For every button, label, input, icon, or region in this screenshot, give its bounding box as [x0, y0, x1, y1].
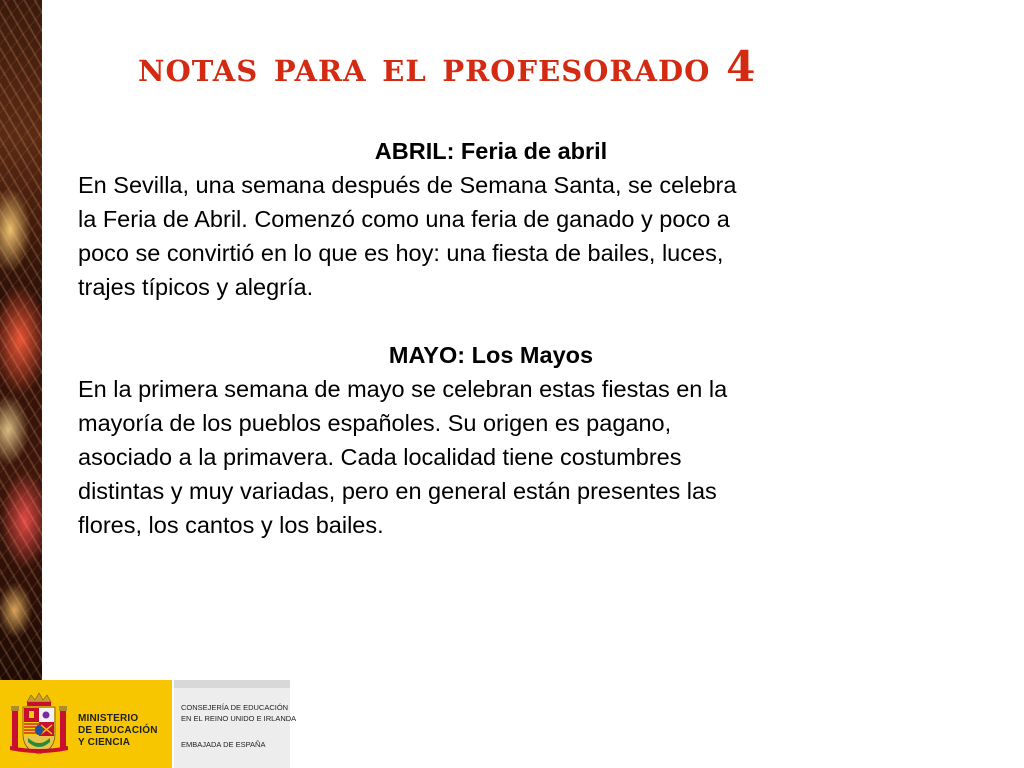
ministry-logo-panel	[0, 680, 172, 768]
consejeria-panel	[174, 680, 290, 768]
fireworks-side-image	[0, 0, 42, 680]
footer-logos	[0, 680, 1024, 768]
page-title: notas para el profesorado 4	[138, 42, 757, 91]
ministry-line: Y CIENCIA	[78, 737, 131, 748]
paragraph-line: flores, los cantos y los bailes.	[78, 512, 384, 538]
section-abril	[78, 134, 898, 304]
paragraph-line: distintas y muy variadas, pero en general están presentes las	[78, 478, 717, 504]
consejeria-name	[181, 702, 296, 724]
spanish-coat-of-arms-icon	[10, 692, 68, 758]
embajada-name: EMBAJADA DE ESPAÑA	[181, 740, 266, 749]
paragraph-line: la Feria de Abril. Comenzó como una feria de ganado y poco a	[78, 206, 730, 232]
slide-content	[78, 134, 898, 542]
ministry-line: MINISTERIO	[78, 713, 139, 724]
section-mayo	[78, 338, 898, 542]
paragraph-line: asociado a la primavera. Cada localidad tiene costumbres	[78, 444, 682, 470]
paragraph-line: En Sevilla, una semana después de Semana Santa, se celebra	[78, 172, 737, 198]
paragraph-line: poco se convirtió en lo que es hoy: una fiesta de bailes, luces,	[78, 240, 724, 266]
section-spacer	[78, 304, 898, 338]
consejeria-line: EN EL REINO UNIDO E IRLANDA	[181, 714, 297, 723]
ministry-name	[78, 713, 158, 749]
paragraph-line: trajes típicos y alegría.	[78, 274, 314, 300]
paragraph-line: En la primera semana de mayo se celebran estas fiestas en la	[78, 376, 728, 402]
ministry-line: DE EDUCACIÓN	[78, 725, 158, 736]
paragraph-line: mayoría de los pueblos españoles. Su origen es pagano,	[78, 410, 672, 436]
section-heading: MAYO: Los Mayos	[388, 342, 594, 368]
section-heading: ABRIL: Feria de abril	[374, 138, 608, 164]
consejeria-line: CONSEJERÍA DE EDUCACIÓN	[181, 703, 289, 712]
